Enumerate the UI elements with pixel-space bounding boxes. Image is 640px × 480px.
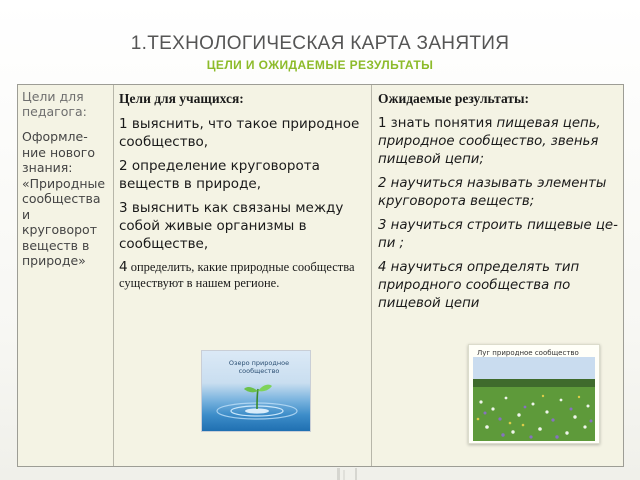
page-subtitle: ЦЕЛИ И ОЖИДАЕМЫЕ РЕЗУЛЬТАТЫ	[206, 58, 434, 72]
expected-results-heading: Ожидаемые результаты:	[378, 91, 530, 106]
student-goal-item: 1 выяснить, что такое природное сообщество,	[119, 116, 360, 150]
meadow-flowers-icon	[473, 357, 595, 441]
teacher-goals-heading: Цели для педагога:	[22, 89, 87, 119]
result-item	[378, 115, 620, 169]
page-title: 1.ТЕХНОЛОГИЧЕСКАЯ КАРТА ЗАНЯТИЯ	[130, 33, 510, 54]
teacher-goals-column	[18, 85, 114, 466]
student-goal-number: 4	[119, 259, 128, 275]
result-item-prefix: 1 знать понятия	[378, 116, 497, 131]
decorative-marks	[337, 468, 367, 480]
student-goal-item: 3 выяснить как связаны между собой живые организмы в сообществе,	[119, 200, 344, 252]
lake-caption: Озеро природное сообщество	[228, 359, 290, 375]
teacher-goals-text: Оформле-ние нового знания: «Природные сообщества и круговорот веществ в природе»	[22, 129, 106, 268]
result-item-terms: пищевая цепь, природное сообщество, звенья пищевой цепи;	[378, 116, 601, 167]
meadow-caption: Луг природное сообщество	[477, 349, 579, 357]
result-item: 4 научиться определять тип природного сообщества по пищевой цепи	[378, 260, 580, 311]
student-goal-text: определить, какие природные сообщества существуют в нашем регионе.	[119, 260, 355, 290]
meadow-community-image	[468, 344, 600, 444]
result-item: 3 научиться строить пищевые це-пи ;	[378, 218, 618, 251]
student-goal-item: 2 определение круговорота веществ в природе,	[119, 158, 320, 192]
result-item: 2 научиться называть элементы круговорота веществ;	[378, 176, 607, 209]
student-goals-heading: Цели для учащихся:	[119, 91, 244, 106]
lake-community-image	[201, 350, 311, 432]
student-goal-item	[119, 259, 368, 291]
